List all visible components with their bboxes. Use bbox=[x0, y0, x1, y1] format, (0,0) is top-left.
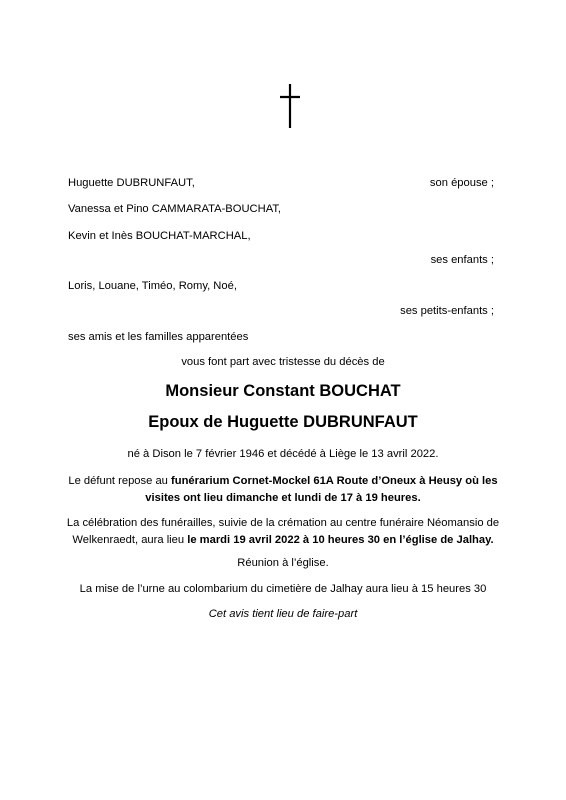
grandchildren-role: ses petits-enfants ; bbox=[400, 305, 494, 317]
rest-prefix: Le défunt repose au bbox=[68, 475, 172, 487]
urn-line: La mise de l’urne au colombarium du cimetière de Jalhay aura lieu à 15 heures 30 bbox=[79, 583, 487, 595]
funeral-paragraph bbox=[60, 515, 506, 549]
child-2: Kevin et Inès BOUCHAT-MARCHAL, bbox=[68, 230, 251, 242]
rest-bold: funérarium Cornet-Mockel 61A Route d’Oneux à Heusy où les visites ont lieu dimanche et lundi de 17 à 19 heures. bbox=[145, 475, 498, 504]
friends-line: ses amis et les familles apparentées bbox=[68, 331, 249, 343]
cross-icon bbox=[279, 84, 301, 128]
reunion-line: Réunion à l’église. bbox=[237, 557, 329, 569]
closing-line bbox=[0, 608, 566, 620]
closing-text: Cet avis tient lieu de faire-part bbox=[208, 608, 358, 620]
child-1: Vanessa et Pino CAMMARATA-BOUCHAT, bbox=[68, 203, 282, 215]
spouse-line: Epoux de Huguette DUBRUNFAUT bbox=[148, 413, 418, 431]
announcement-intro: vous font part avec tristesse du décès de bbox=[181, 356, 385, 368]
funeral-prefix: La célébration des funérailles, suivie de la crémation au centre funéraire Néomansio de Welkenraedt, aura lieu bbox=[66, 517, 500, 546]
birth-death-line: né à Dison le 7 février 1946 et décédé à Liège le 13 avril 2022. bbox=[127, 448, 439, 460]
rest-paragraph bbox=[60, 473, 506, 507]
funeral-bold: le mardi 19 avril 2022 à 10 heures 30 en l’église de Jalhay. bbox=[187, 534, 494, 546]
grandchildren-names: Loris, Louane, Timéo, Romy, Noé, bbox=[68, 280, 237, 292]
deceased-name: Monsieur Constant BOUCHAT bbox=[165, 382, 401, 400]
spouse-role: son épouse ; bbox=[429, 177, 494, 189]
children-role: ses enfants ; bbox=[430, 254, 494, 266]
spouse-name: Huguette DUBRUNFAUT, bbox=[68, 177, 195, 189]
